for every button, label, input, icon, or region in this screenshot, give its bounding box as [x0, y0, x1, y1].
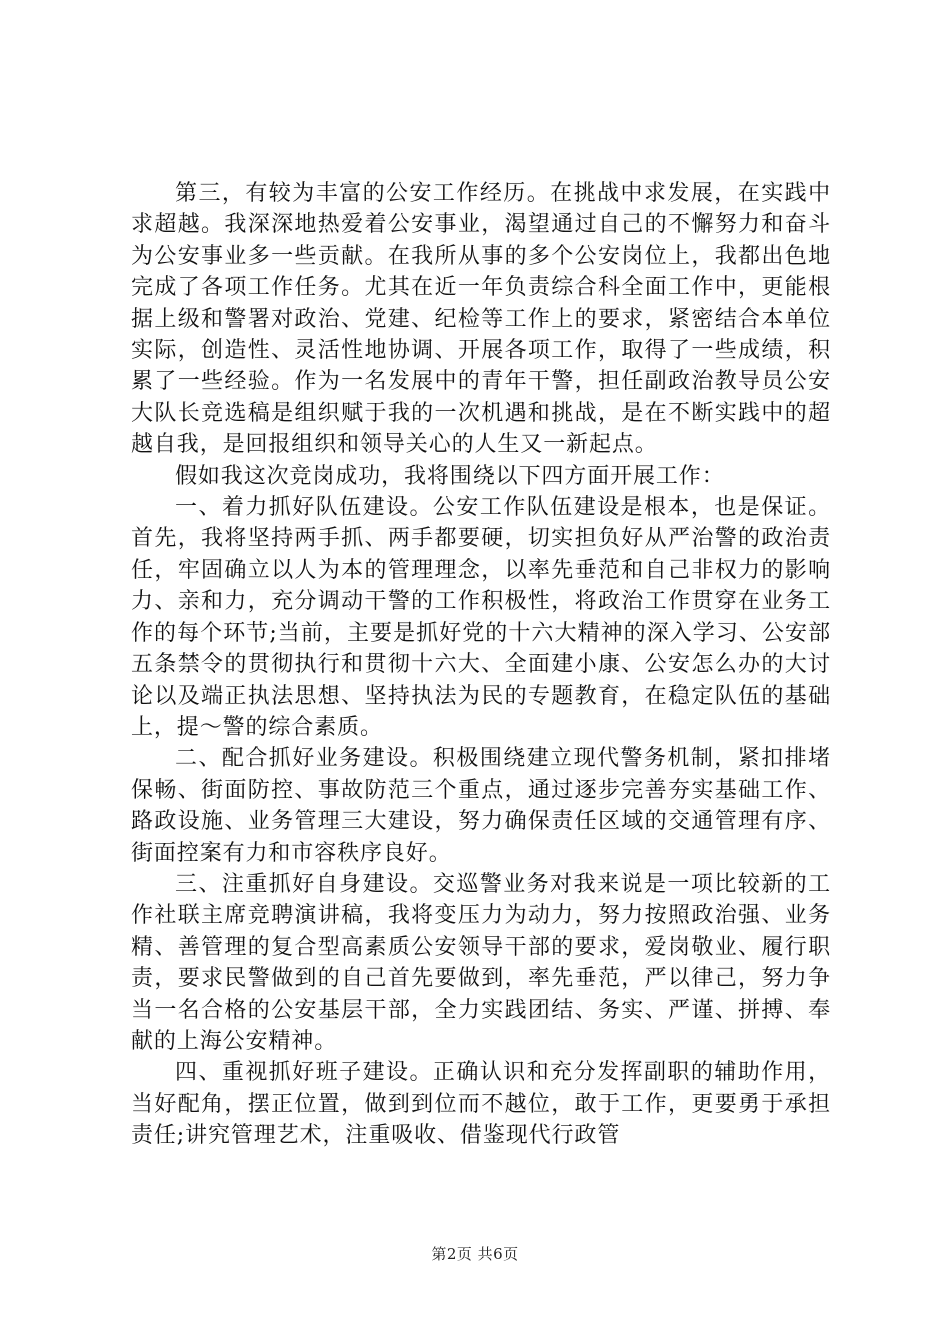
paragraph-team-building: 一、着力抓好队伍建设。公安工作队伍建设是根本，也是保证。首先，我将坚持两手抓、两手都要硬，切实担负好从严治警的政治责任，牢固确立以人为本的管理理念，以率先垂范和自己非权力的影响力、亲和力，充分调动干警的工作积极性，将政治工作贯穿在业务工作的每个环节;当前，主要是抓好党的十六大精神的深入学习、公安部五条禁令的贯彻执行和贯彻十六大、全面建小康、公安怎么办的大讨论以及端正执法思想、坚持执法为民的专题教育，在稳定队伍的基础上，提～警的综合素质。 — [131, 495, 831, 740]
paragraph-self-building: 三、注重抓好自身建设。交巡警业务对我来说是一项比较新的工作社联主席竞聘演讲稿，我将变压力为动力，努力按照政治强、业务精、善管理的复合型高素质公安领导干部的要求，爱岗敬业、履行职责，要求民警做到的自己首先要做到，率先垂范，严以律己，努力争当一名合格的公安基层干部，全力实践团结、务实、严谨、拼搏、奉献的上海公安精神。 — [131, 871, 831, 1054]
paragraph-experience: 第三，有较为丰富的公安工作经历。在挑战中求发展，在实践中求超越。我深深地热爱着公安事业，渴望通过自己的不懈努力和奋斗为公安事业多一些贡献。在我所从事的多个公安岗位上，我都出色地完成了各项工作任务。尤其在近一年负责综合科全面工作中，更能根据上级和警署对政治、党建、纪检等工作上的要求，紧密结合本单位实际，创造性、灵活性地协调、开展各项工作，取得了一些成绩，积累了一些经验。作为一名发展中的青年干警，担任副政治教导员公安大队长竞选稿是组织赋于我的一次机遇和挑战，是在不断实践中的超越自我，是回报组织和领导关心的人生又一新起点。 — [131, 181, 831, 458]
document-body — [131, 178, 831, 1152]
paragraph-leadership-building: 四、重视抓好班子建设。正确认识和充分发挥副职的辅助作用，当好配角，摆正位置，做到到位而不越位，敢于工作，更要勇于承担责任;讲究管理艺术，注重吸收、借鉴现代行政管 — [131, 1060, 831, 1149]
page-number-footer: 第2页 共6页 — [431, 1245, 519, 1263]
paragraph-intro-plan: 假如我这次竞岗成功，我将围绕以下四方面开展工作： — [175, 463, 725, 489]
paragraph-business-building: 二、配合抓好业务建设。积极围绕建立现代警务机制，紧扣排堵保畅、街面防控、事故防范三个重点，通过逐步完善夯实基础工作、路政设施、业务管理三大建设，努力确保责任区域的交通管理有序、街面控案有力和市容秩序良好。 — [131, 746, 831, 866]
